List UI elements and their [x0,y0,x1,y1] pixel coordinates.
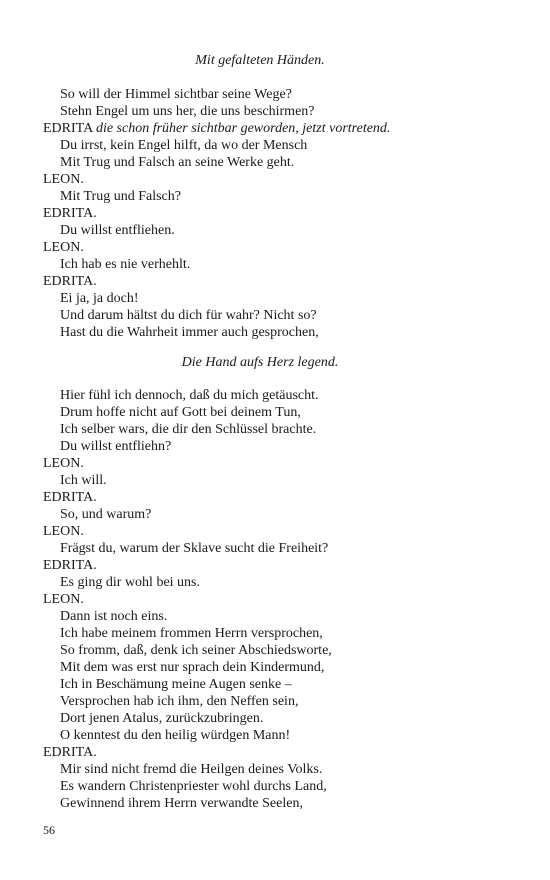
speaker-name [43,455,523,472]
speaker-label: LEON. [43,240,84,255]
verse-line [43,387,523,404]
verse-line [43,188,523,205]
speaker-label: EDRITA. [43,206,97,221]
verse-text: Frägst du, warum der Sklave sucht die Freiheit? [60,541,329,556]
stage-direction-top: Mit gefalteten Händen. [195,53,325,68]
verse-line [43,778,523,795]
verse-line [43,256,523,273]
verse-line [43,86,523,103]
verse-line [43,290,523,307]
speaker-label: EDRITA. [43,274,97,289]
speaker-label: LEON. [43,172,84,187]
verse-text: Dann ist noch eins. [60,609,168,624]
verse-text: O kenntest du den heilig würdgen Mann! [60,728,291,743]
verse-text: Ich will. [60,473,107,488]
speaker-label: EDRITA. [43,490,97,505]
verse-text: Gewinnend ihrem Herrn verwandte Seelen, [60,796,303,811]
verse-line [43,642,523,659]
verse-text: Mit Trug und Falsch an seine Werke geht. [60,155,295,170]
speaker-name [43,205,523,222]
verse-line [43,659,523,676]
dialogue-block-1 [43,86,523,341]
verse-text: Du willst entfliehen. [60,223,175,238]
dialogue-block-2 [43,387,523,812]
speaker-name [43,523,523,540]
verse-line [43,625,523,642]
verse-line [43,676,523,693]
verse-line [43,574,523,591]
stage-direction-middle: Die Hand aufs Herz legend. [181,355,339,370]
verse-text: So fromm, daß, denk ich seiner Abschiedsworte, [60,643,332,658]
verse-text: Ich in Beschämung meine Augen senke – [60,677,292,692]
verse-text: Ei ja, ja doch! [60,291,139,306]
verse-text: Stehn Engel um uns her, die uns beschirmen? [60,104,315,119]
verse-text: Du willst entfliehn? [60,439,172,454]
verse-text: Drum hoffe nicht auf Gott bei deinem Tun, [60,405,301,420]
speaker-label: EDRITA [43,121,96,136]
verse-text: Mit Trug und Falsch? [60,189,181,204]
speaker-label: LEON. [43,592,84,607]
speaker-name [43,273,523,290]
speaker-label: LEON. [43,456,84,471]
verse-line [43,506,523,523]
verse-text: Mit dem was erst nur sprach dein Kindermund, [60,660,325,675]
verse-text: So will der Himmel sichtbar seine Wege? [60,87,292,102]
verse-text: Du irrst, kein Engel hilft, da wo der Mensch [60,138,308,153]
speaker-name [43,591,523,608]
verse-line [43,761,523,778]
verse-line [43,608,523,625]
verse-text: Hier fühl ich dennoch, daß du mich getäuscht. [60,388,319,403]
speaker-name [43,489,523,506]
stage-direction-inline: die schon früher sichtbar geworden, jetzt vortretend. [95,121,391,136]
verse-text: Ich hab es nie verhehlt. [60,257,191,272]
verse-text: Versprochen hab ich ihm, den Neffen sein, [60,694,299,709]
speaker-label: EDRITA. [43,745,97,760]
verse-line [43,710,523,727]
verse-text: Ich selber wars, die dir den Schlüssel brachte. [60,422,317,437]
verse-line [43,438,523,455]
speaker-label: EDRITA. [43,558,97,573]
verse-text: Hast du die Wahrheit immer auch gesprochen, [60,325,319,340]
verse-line [43,795,523,812]
verse-line [43,222,523,239]
speaker-name [43,744,523,761]
verse-line [43,154,523,171]
verse-line [43,540,523,557]
page-number: 56 [43,823,55,837]
verse-line [43,693,523,710]
verse-line [43,324,523,341]
verse-text: Es wandern Christenpriester wohl durchs Land, [60,779,327,794]
verse-line [43,404,523,421]
verse-text: Ich habe meinem frommen Herrn versprochen, [60,626,323,641]
verse-line [43,137,523,154]
verse-text: Dort jenen Atalus, zurückzubringen. [60,711,264,726]
verse-line [43,472,523,489]
verse-text: So, und warum? [60,507,152,522]
verse-text: Es ging dir wohl bei uns. [60,575,200,590]
verse-line [43,307,523,324]
verse-text: Mir sind nicht fremd die Heilgen deines Volks. [60,762,323,777]
speaker-name [43,120,523,137]
verse-line [43,103,523,120]
speaker-name [43,239,523,256]
speaker-name [43,171,523,188]
verse-line [43,421,523,438]
speaker-name [43,557,523,574]
verse-text: Und darum hältst du dich für wahr? Nicht so? [60,308,317,323]
verse-line [43,727,523,744]
speaker-label: LEON. [43,524,84,539]
